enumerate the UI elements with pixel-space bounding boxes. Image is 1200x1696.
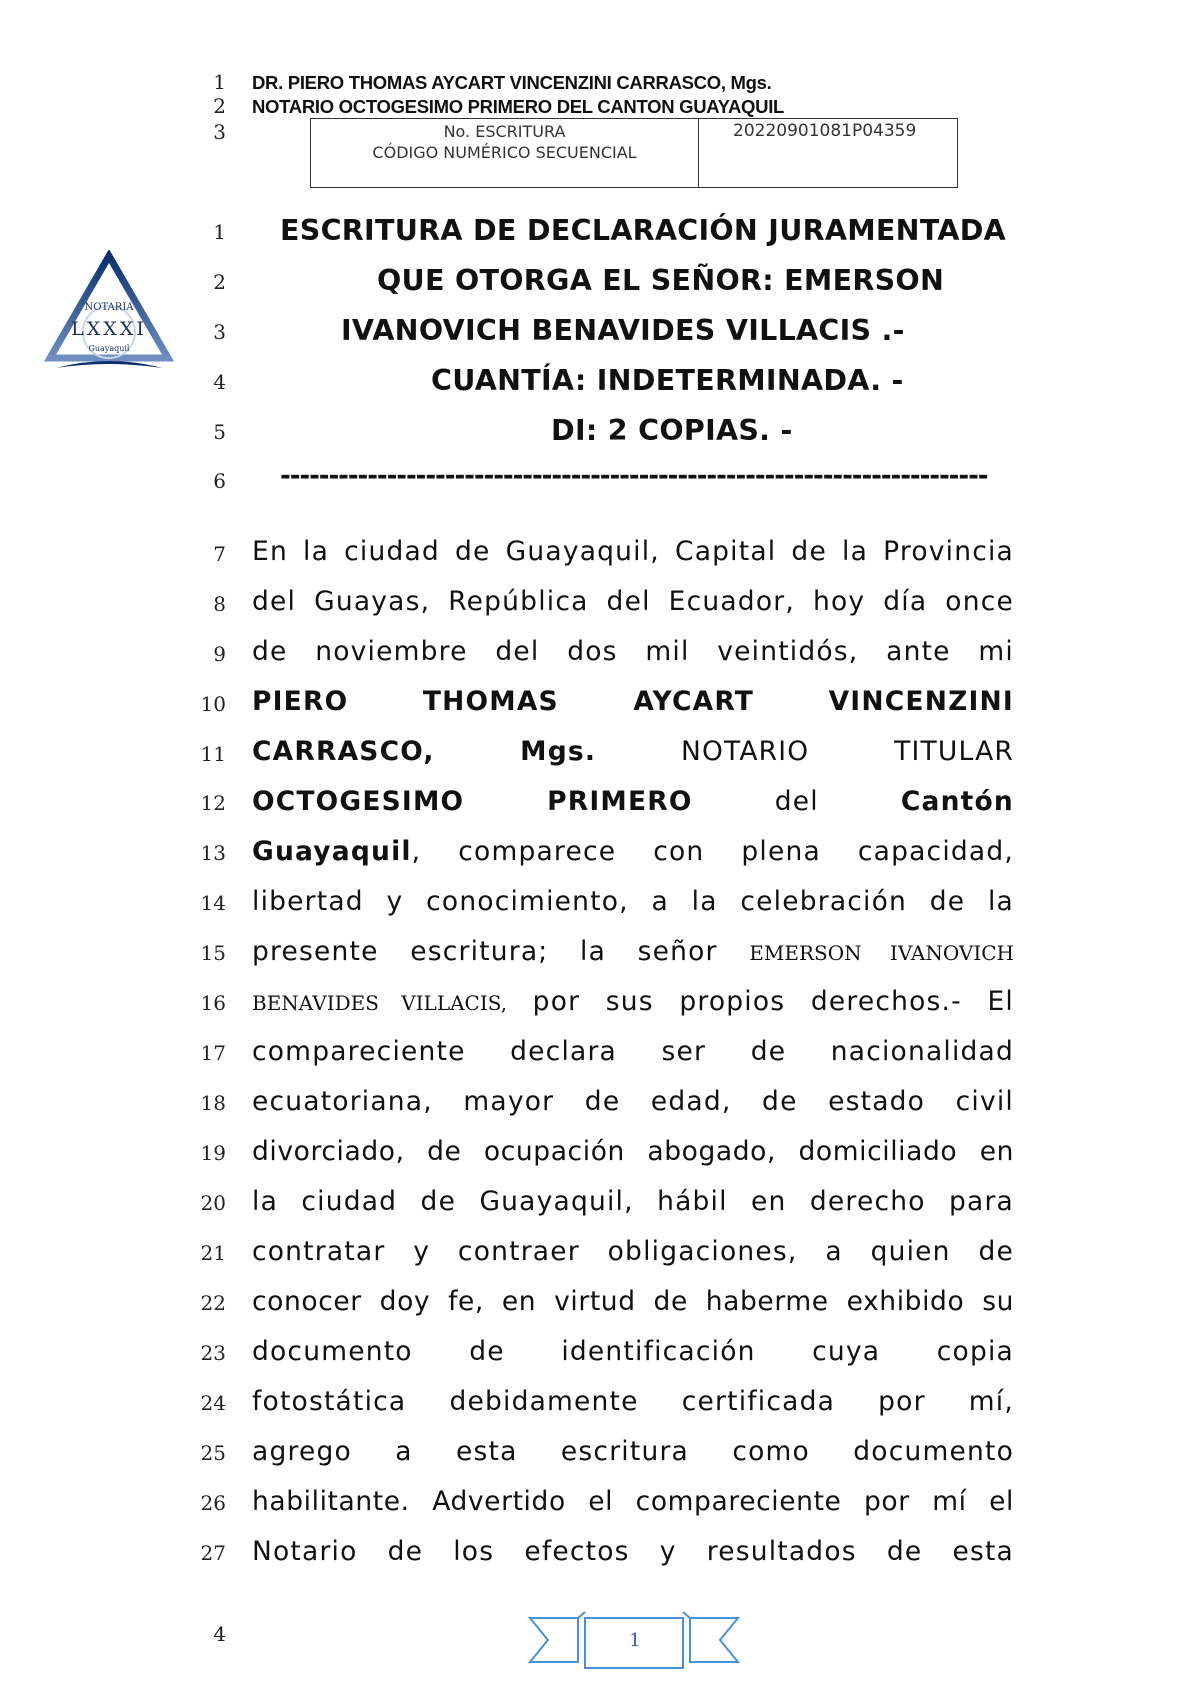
body-line <box>252 786 1014 817</box>
body-line: conocer doy fe, en virtud de haberme exhibido su <box>252 1286 1014 1317</box>
logo-city: Guayaquil <box>88 344 130 353</box>
appearer-surname: BENAVIDES VILLACIS, <box>252 991 508 1015</box>
body-line: la ciudad de Guayaquil, hábil en derecho para <box>252 1186 1014 1217</box>
separator-dashes: ------------------------------------------------------------------------- <box>280 461 988 491</box>
notary-name: DR. PIERO THOMAS AYCART VINCENZINI CARRASCO, Mgs. <box>252 72 772 93</box>
deed-title: ESCRITURA DE DECLARACIÓN JURAMENTADA <box>280 214 1007 247</box>
line-number: 12 <box>200 791 226 815</box>
line-number: 19 <box>200 1141 226 1165</box>
code-box <box>310 118 958 188</box>
line-number: 27 <box>200 1541 226 1565</box>
code-value: 20220901081P04359 <box>733 121 917 141</box>
body-line <box>252 836 1014 867</box>
line-number: 18 <box>200 1091 226 1115</box>
line-number: 4 <box>213 1622 226 1646</box>
notary-logo <box>44 250 174 380</box>
line-number: 6 <box>213 469 226 493</box>
body-line: de noviembre del dos mil veintidós, ante mi <box>252 636 1014 667</box>
page-number: 1 <box>629 1630 641 1651</box>
line-number: 15 <box>200 941 226 965</box>
line-number: 17 <box>200 1041 226 1065</box>
line-number: 14 <box>200 891 226 915</box>
line-number: 5 <box>213 420 226 444</box>
code-sublabel: CÓDIGO NUMÉRICO SECUENCIAL <box>372 143 637 162</box>
body-line: divorciado, de ocupación abogado, domiciliado en <box>252 1136 1014 1167</box>
line-number: 21 <box>200 1241 226 1265</box>
canton-word: Cantón <box>900 786 1014 817</box>
logo-swoosh <box>56 361 162 368</box>
body-line: ecuatoriana, mayor de edad, de estado civil <box>252 1086 1014 1117</box>
body-line <box>252 936 1014 967</box>
city-name: Guayaquil <box>252 836 412 867</box>
ribbon-left <box>530 1618 578 1662</box>
body-text: por sus propios derechos.- El <box>532 986 1014 1017</box>
notary-role: NOTARIO TITULAR <box>680 736 1015 767</box>
line-number: 3 <box>213 120 226 144</box>
line-number: 20 <box>200 1191 226 1215</box>
line-number: 9 <box>213 642 226 666</box>
line-number: 10 <box>200 692 226 716</box>
body-line: fotostática debidamente certificada por mí, <box>252 1386 1014 1417</box>
body-line <box>252 736 1014 767</box>
body-line: En la ciudad de Guayaquil, Capital de la Provincia <box>252 536 1014 567</box>
line-number: 25 <box>200 1441 226 1465</box>
code-label: No. ESCRITURA <box>443 122 566 141</box>
line-number: 2 <box>213 270 226 294</box>
body-line: agrego a esta escritura como documento <box>252 1436 1014 1467</box>
line-number: 1 <box>213 70 226 94</box>
line-number: 7 <box>213 542 226 566</box>
line-number: 24 <box>200 1391 226 1415</box>
code-label-cell <box>311 119 699 187</box>
deed-title: IVANOVICH BENAVIDES VILLACIS .- <box>341 314 905 347</box>
line-number: 1 <box>213 220 226 244</box>
body-line-notary-name: PIERO THOMAS AYCART VINCENZINI <box>252 686 1014 717</box>
line-number: 26 <box>200 1491 226 1515</box>
body-text: , comparece con plena capacidad, <box>411 836 1014 867</box>
line-number: 4 <box>213 370 226 394</box>
notary-title: NOTARIO OCTOGESIMO PRIMERO DEL CANTON GUAYAQUIL <box>252 96 785 117</box>
notary-ordinal: OCTOGESIMO PRIMERO <box>252 786 693 817</box>
body-text: presente escritura; la señor <box>252 936 718 967</box>
body-line: Notario de los efectos y resultados de esta <box>252 1536 1014 1567</box>
body-line: habilitante. Advertido el compareciente por mí el <box>252 1486 1014 1517</box>
line-number: 2 <box>213 94 226 118</box>
body-line: compareciente declara ser de nacionalidad <box>252 1036 1014 1067</box>
line-number: 13 <box>200 841 226 865</box>
line-number: 3 <box>213 320 226 344</box>
line-number: 22 <box>200 1291 226 1315</box>
body-line: contratar y contraer obligaciones, a quien de <box>252 1236 1014 1267</box>
notary-surname: CARRASCO, Mgs. <box>252 736 597 767</box>
line-number: 11 <box>200 742 226 766</box>
line-number: 16 <box>200 991 226 1015</box>
ribbon-right <box>690 1618 738 1662</box>
body-line: documento de identificación cuya copia <box>252 1336 1014 1367</box>
deed-title: QUE OTORGA EL SEÑOR: EMERSON <box>377 264 945 297</box>
body-word: del <box>774 786 819 817</box>
deed-amount: CUANTÍA: INDETERMINADA. - <box>431 364 904 397</box>
appearer-name: EMERSON IVANOVICH <box>749 941 1014 965</box>
logo-top-text: NOTARIA <box>84 302 134 313</box>
logo-roman: LXXXI <box>71 318 147 340</box>
body-line: del Guayas, República del Ecuador, hoy día once <box>252 586 1014 617</box>
line-number: 23 <box>200 1341 226 1365</box>
body-line: libertad y conocimiento, a la celebración de la <box>252 886 1014 917</box>
line-number: 8 <box>213 592 226 616</box>
deed-copies: DI: 2 COPIAS. - <box>551 414 793 447</box>
body-line <box>252 986 1014 1017</box>
